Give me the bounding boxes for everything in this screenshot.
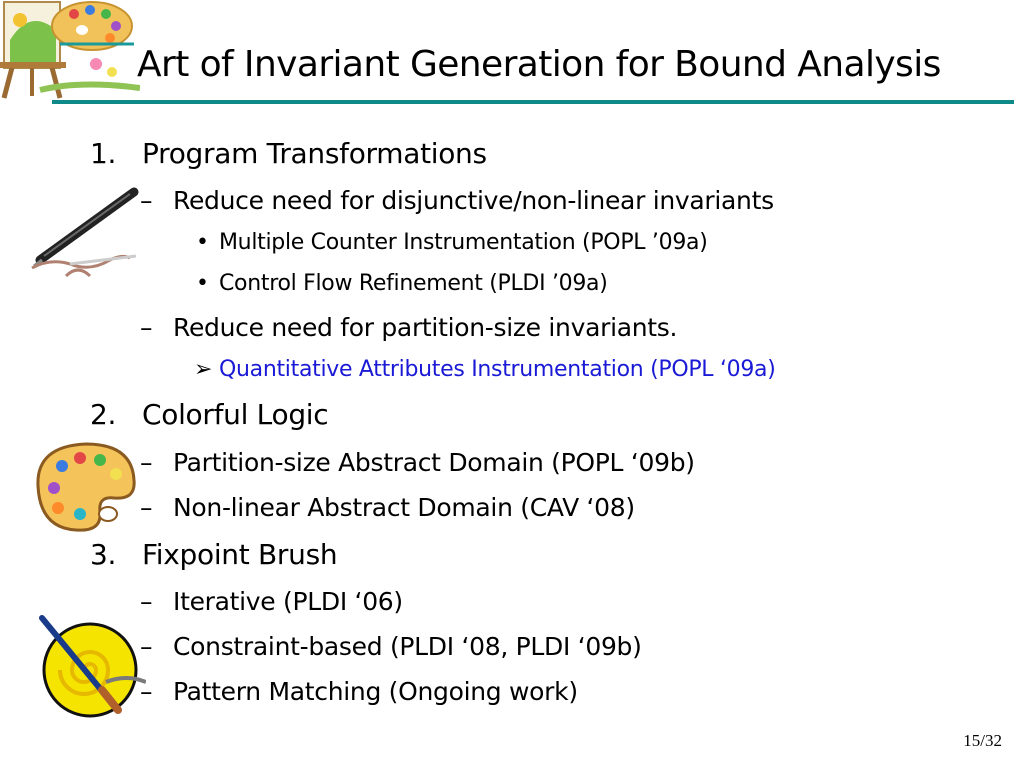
dash-bullet: – [140, 493, 153, 522]
dash-bullet: – [140, 632, 153, 661]
dot-bullet: • [196, 230, 209, 255]
brush-swirl-icon [36, 612, 146, 722]
easel-palette-icon [0, 0, 140, 100]
dash-bullet: – [140, 587, 153, 616]
list-item-text: Partition-size Abstract Domain (POPL ‘09b) [173, 448, 695, 477]
slide-title: Art of Invariant Generation for Bound Analysis [137, 44, 941, 85]
dash-bullet: – [140, 677, 153, 706]
section-heading: Colorful Logic [142, 398, 329, 431]
sub-item-text: Multiple Counter Instrumentation (POPL ’09a) [219, 230, 708, 255]
list-item-text: Constraint-based (PLDI ‘08, PLDI ‘09b) [173, 632, 642, 661]
sub-item-text: Control Flow Refinement (PLDI ’09a) [219, 271, 608, 296]
list-item-text: Iterative (PLDI ‘06) [173, 587, 403, 616]
dash-bullet: – [140, 186, 153, 215]
title-rule [52, 100, 1014, 104]
list-item-text: Reduce need for disjunctive/non-linear invariants [173, 186, 774, 215]
pen-icon [30, 182, 140, 282]
arrow-bullet-icon: ➢ [194, 357, 213, 382]
section-number: 2. [90, 398, 117, 431]
list-item-text: Reduce need for partition-size invariants. [173, 313, 678, 342]
list-item-text: Pattern Matching (Ongoing work) [173, 677, 578, 706]
section-number: 3. [90, 538, 117, 571]
section-number: 1. [90, 137, 117, 170]
dash-bullet: – [140, 313, 153, 342]
dash-bullet: – [140, 448, 153, 477]
section-heading: Program Transformations [142, 137, 487, 170]
list-item-text: Non-linear Abstract Domain (CAV ‘08) [173, 493, 635, 522]
paint-palette-icon [28, 436, 138, 536]
section-heading: Fixpoint Brush [142, 538, 338, 571]
sub-item-text: Quantitative Attributes Instrumentation (POPL ‘09a) [219, 357, 776, 382]
page-number: 15/32 [963, 731, 1002, 750]
dot-bullet: • [196, 271, 209, 296]
